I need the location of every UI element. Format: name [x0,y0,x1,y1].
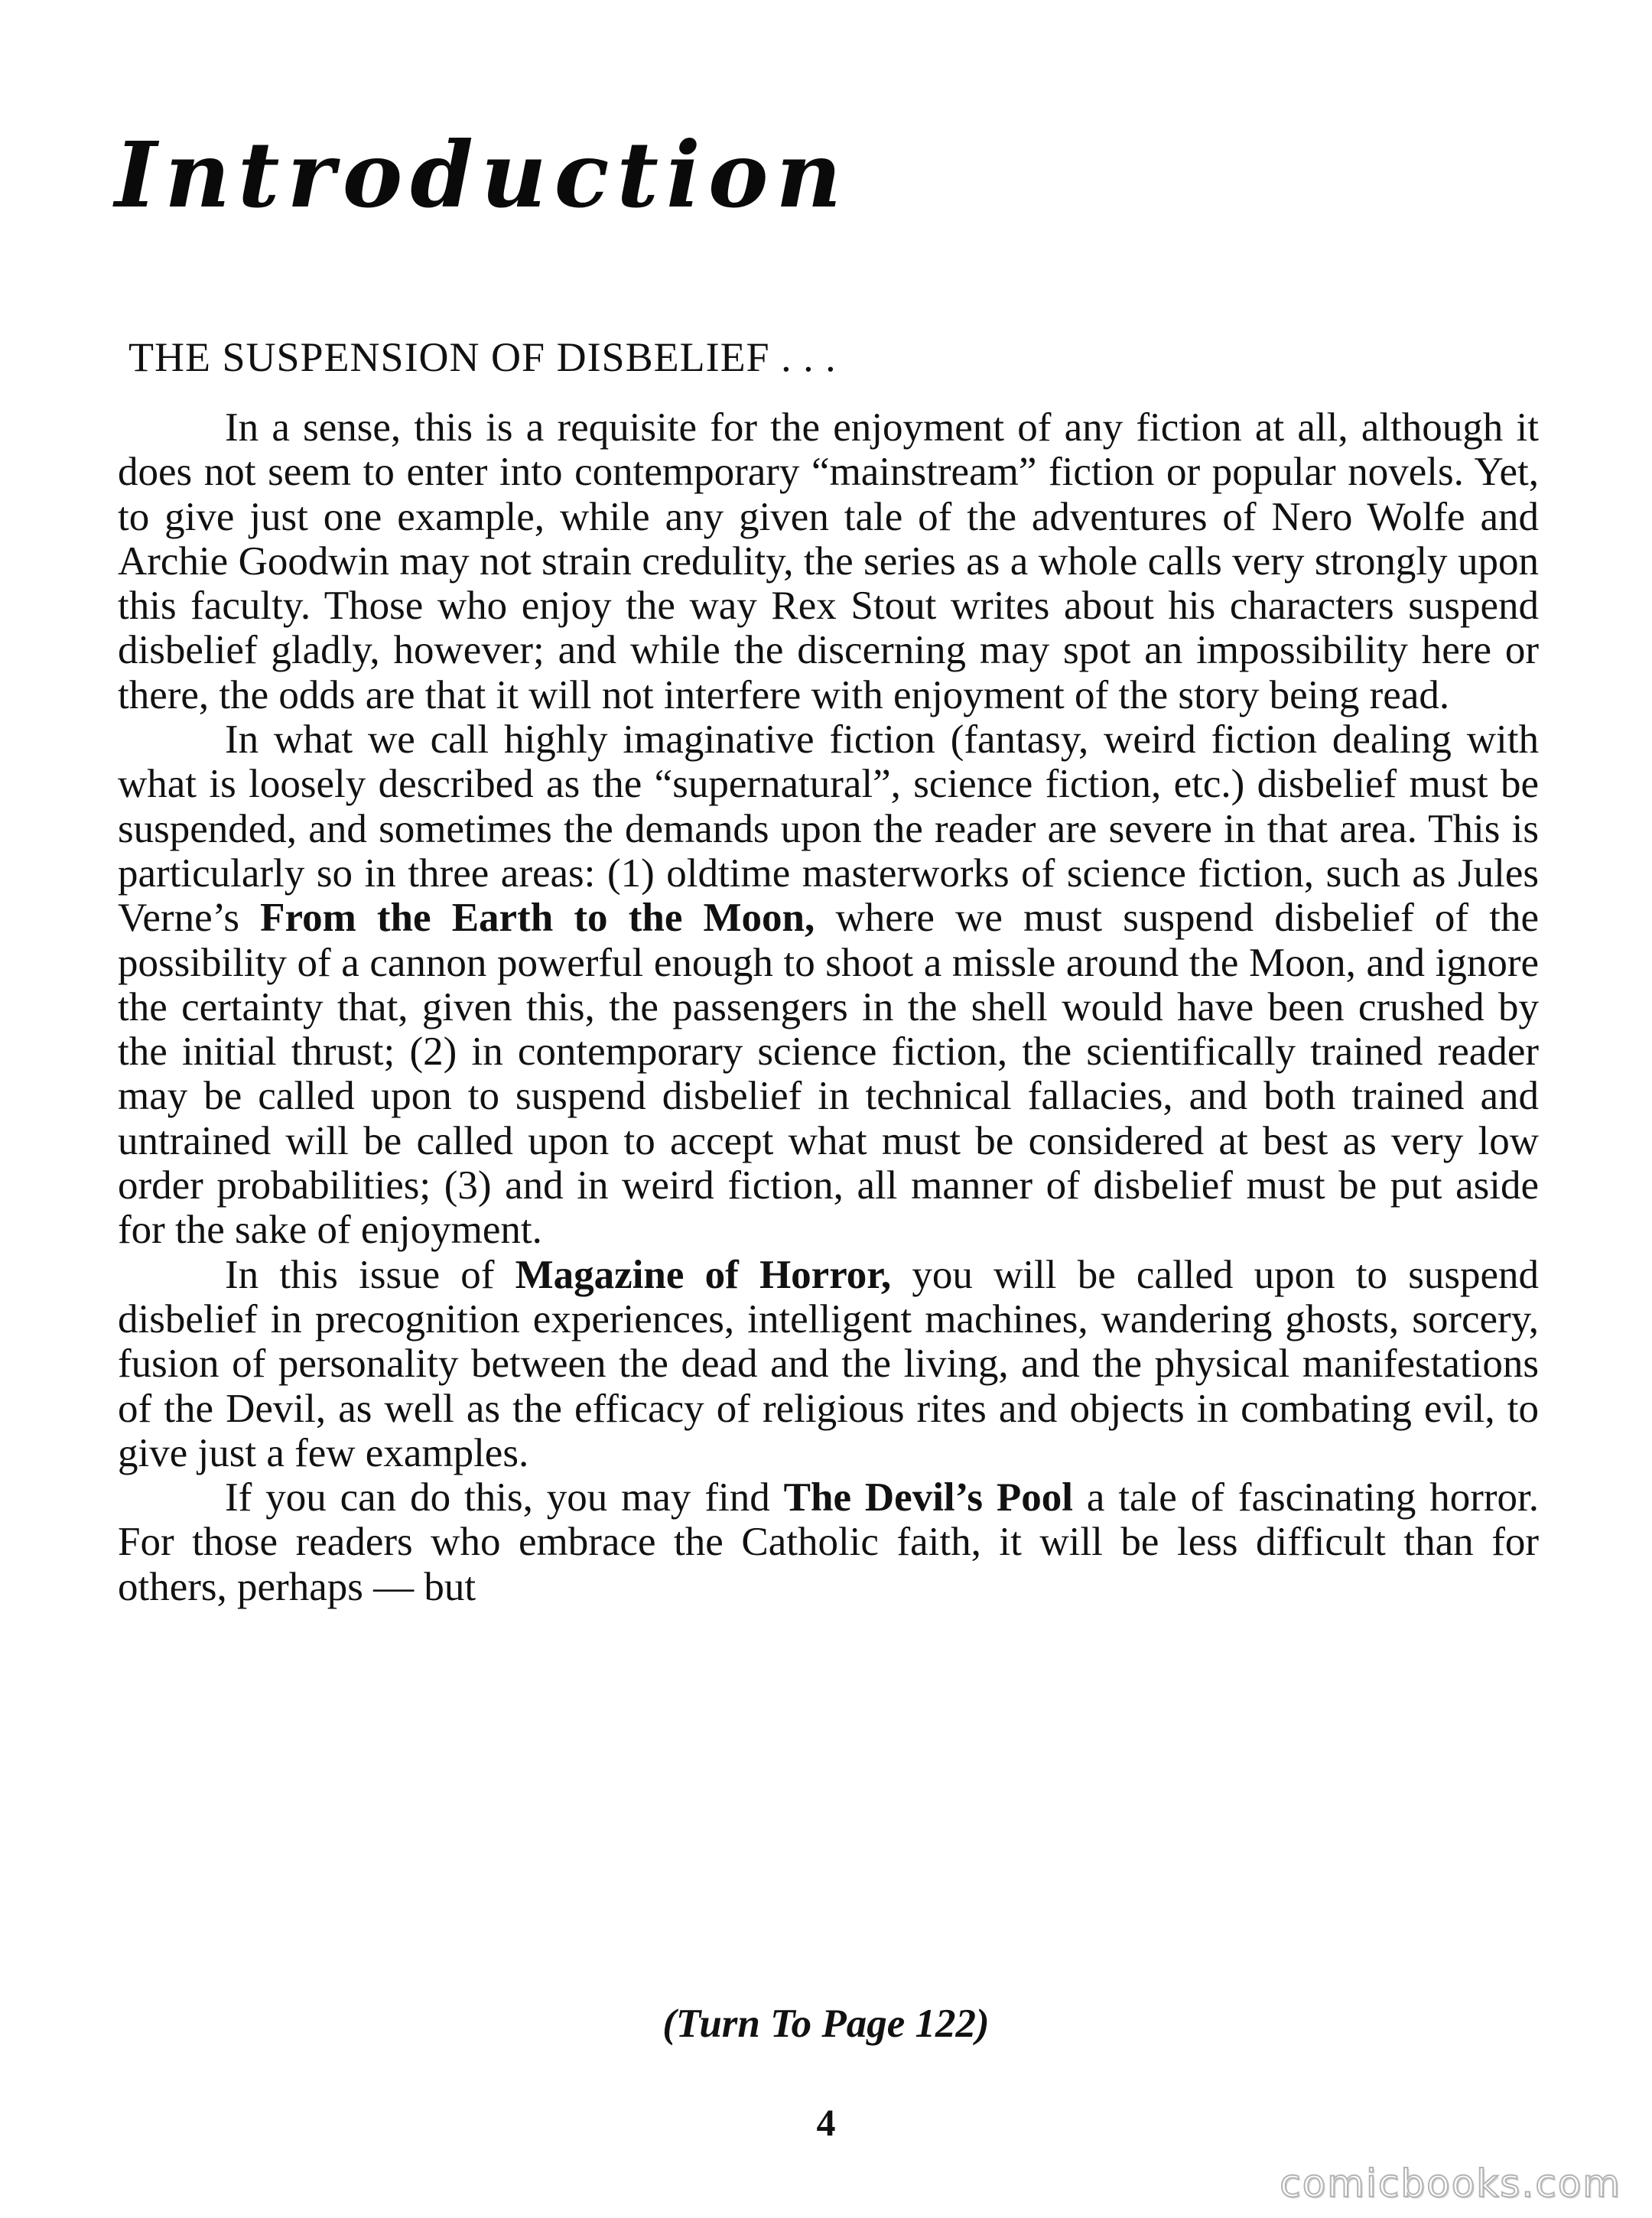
paragraph-text: where we must suspend disbelief of the possibility of a cannon powerful enough to shoot a missle around the Moon, and ignore the certainty that, given this, the passengers in the shell would have been crushed by the initial thrust; (2) in contemporary science fiction, the scientifically trained reader may be called upon to suspend disbelief in technical fallacies, and both trained and untrained will be called upon to accept what must be considered at best as very low order probabilities; (3) and in weird fiction, all manner of disbelief must be put aside for the sake of enjoyment. [118,896,1539,1253]
book-title: From the Earth to the Moon, [260,896,815,941]
paragraph [118,1475,1539,1609]
paragraph [118,405,1539,717]
paragraph-text: you will be called upon to suspend disbelief in precognition experiences, intelligent machines, wandering ghosts, sorcery, fusion of personality between the dead and the living, and the physical manifestations of the Devil, as well as the efficacy of religious rites and objects in combating evil, to give just a few examples. [118,1252,1539,1475]
paragraph [118,717,1539,1253]
section-heading: THE SUSPENSION OF DISBELIEF . . . [128,334,837,380]
site-watermark: comicbooks.com [1280,2161,1621,2206]
page-number: 4 [816,2101,836,2144]
article-body [118,405,1539,1609]
magazine-title: Magazine of Horror, [515,1252,892,1297]
paragraph-text: If you can do this, you may find [225,1475,784,1520]
story-title: The Devil’s Pool [783,1475,1073,1520]
paragraph-text: In a sense, this is a requisite for the enjoyment of any fiction at all, although it does not seem to enter into contemporary “mainstream” fiction or popular novels. Yet, to give just one example, while any given tale of the adventures of Nero Wolfe and Archie Goodwin may not strain credulity, the series as a whole calls very strongly upon this faculty. Those who enjoy the way Rex Stout writes about his characters suspend disbelief gladly, however; and while the discerning may spot an impossibility here or there, the odds are that it will not interfere with enjoyment of the story being read. [118,405,1539,717]
page-title: Introduction [115,122,850,228]
paragraph [118,1253,1539,1475]
paragraph-text: In what we call highly imaginative fiction (fantasy, weird fiction dealing with what is loosely described as the “supernatural”, science fiction, etc.) disbelief must be suspended, and sometimes the demands upon the reader are severe in that area. This is particularly so in three areas: (1) oldtime masterworks of science fiction, such as Jules Verne’s [118,717,1539,941]
continuation-note: (Turn To Page 122) [662,2002,990,2046]
paragraph-text: In this issue of [225,1252,515,1297]
paragraph-text: a tale of fascinating horror. For those readers who embrace the Catholic faith, it will be less difficult than for others, perhaps — but [118,1475,1540,1609]
